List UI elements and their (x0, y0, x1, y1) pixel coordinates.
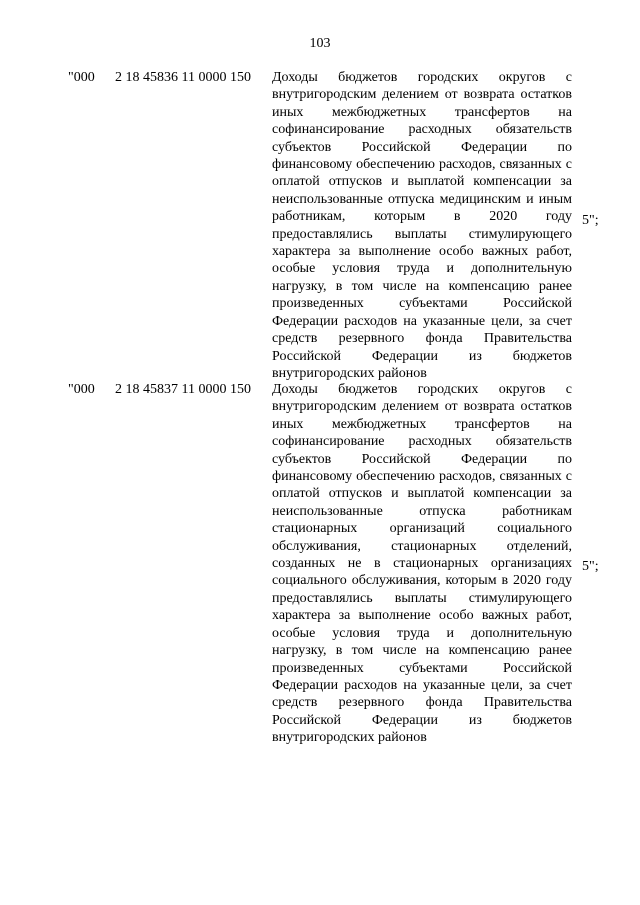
income-code: 2 18 45836 11 0000 150 (115, 70, 251, 85)
row-note: 5"; (582, 559, 599, 574)
row-note: 5"; (582, 213, 599, 228)
income-description: Доходы бюджетов городских округов с внутригородским делением от возврата остатков иных межбюджетных трансфертов на софинансирование расходных обязательств субъектов Российской Федерации по финансовому обеспечению расходов, связанных с оплатой отпусков и выплатой компенсации за неиспользованные отпуска работникам стационарных организаций социального обслуживания, стационарных отделений, созданных не в стационарных организациях социального обслуживания, которым в 2020 году предоставлялись выплаты стимулирующего характера за выполнение особо важных работ, особые условия труда и дополнительную нагрузку, в том числе на компенсацию ранее произведенных субъектами Российской Федерации расходов на указанные цели, за счет средств резервного фонда Правительства Российской Федерации из бюджетов внутригородских районов (272, 382, 572, 746)
admin-code: "000 (68, 382, 95, 397)
income-code: 2 18 45837 11 0000 150 (115, 382, 251, 397)
page-number: 103 (309, 36, 331, 51)
admin-code: "000 (68, 70, 95, 85)
income-description: Доходы бюджетов городских округов с внутригородским делением от возврата остатков иных межбюджетных трансфертов на софинансирование расходных обязательств субъектов Российской Федерации по финансовому обеспечению расходов, связанных с оплатой отпусков и выплатой компенсации за неиспользованные отпуска медицинским и иным работникам, которым в 2020 году предоставлялись выплаты стимулирующего характера за выполнение особо важных работ, особые условия труда и дополнительную нагрузку, в том числе на компенсацию ранее произведенных субъектами Российской Федерации расходов на указанные цели, за счет средств резервного фонда Правительства Российской Федерации из бюджетов внутригородских районов (272, 70, 572, 381)
